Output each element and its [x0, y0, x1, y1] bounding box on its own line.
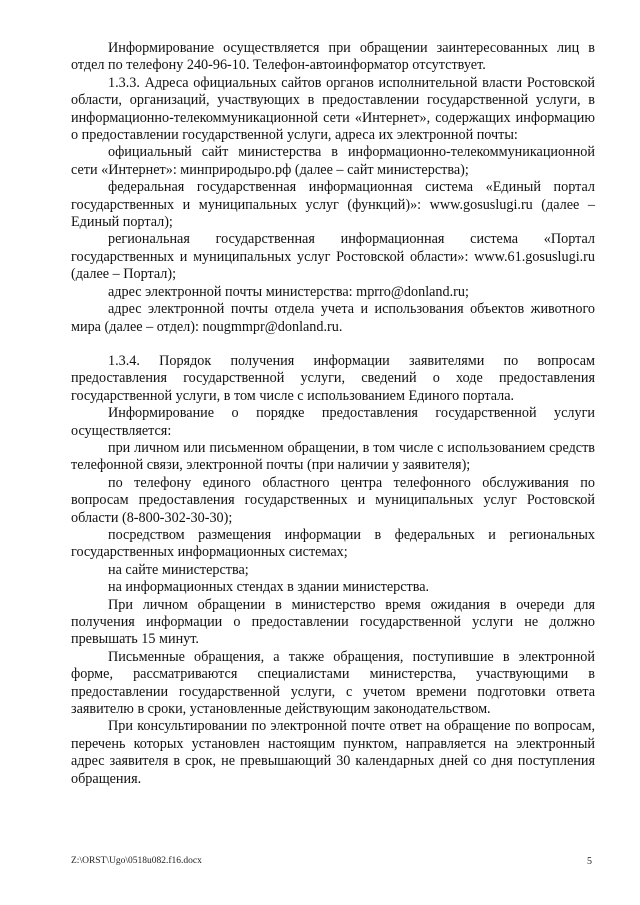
footer-page-number: 5 — [587, 856, 592, 867]
paragraph-ministry-site: официальный сайт министерства в информационно-телекоммуникационной сети «Интернет»: минприродыро.рф (далее – сайт министерства); — [71, 144, 595, 178]
paragraph-on-site: на сайте министерства; — [108, 561, 249, 578]
paragraph-call-center: по телефону единого областного центра телефонного обслуживания по вопросам предоставления государственных и муниципальных услуг Ростовской области (8-800-302-30-30); — [71, 474, 595, 526]
paragraph-department-email: адрес электронной почты отдела учета и использования объектов животного мира (далее – отдел): nougmmpr@donland.ru. — [71, 301, 595, 335]
document-body — [71, 40, 595, 788]
paragraph-written-requests: Письменные обращения, а также обращения, поступившие в электронной форме, рассматриваются специалистами министерства, участвующими в предоставлении государственной услуги, с учетом времени подготовки ответа заявителю в сроки, установленные действующим законодательством. — [71, 648, 595, 718]
paragraph-email-consulting: При консультировании по электронной почте ответ на обращение по вопросам, перечень которых установлен настоящим пунктом, направляется на электронный адрес заявителя в срок, не превышающий 30 календарных дней со дня поступления обращения. — [71, 718, 595, 787]
paragraph-informing-phone: Информирование осуществляется при обращении заинтересованных лиц в отдел по телефону 240-96-10. Телефон-автоинформатор отсутствует. — [71, 40, 595, 74]
paragraph-personal-request: при личном или письменном обращении, в том числе с использованием средств телефонной связи, электронной почты (при наличии у заявителя); — [71, 439, 595, 474]
paragraph-info-systems: посредством размещения информации в федеральных и региональных государственных информационных системах; — [71, 526, 595, 561]
paragraph-1-3-4-heading: 1.3.4. Порядок получения информации заявителями по вопросам предоставления государственной услуги, сведений о ходе предоставления государственной услуги, в том числе с использованием Единого портала. — [71, 352, 595, 404]
footer-file-path: Z:\ORST\Ugo\0518u082.f16.docx — [71, 856, 202, 866]
paragraph-regional-portal: региональная государственная информационная система «Портал государственных и муниципальных услуг Ростовской области»: www.61.gosuslugi.ru (далее – Портал); — [71, 231, 595, 283]
paragraph-ministry-email: адрес электронной почты министерства: mprro@donland.ru; — [108, 283, 469, 300]
paragraph-waiting-time: При личном обращении в министерство время ожидания в очереди для получения информации о предоставлении государственной услуги не должно превышать 15 минут. — [71, 596, 595, 648]
paragraph-informing-order: Информирование о порядке предоставления государственной услуги осуществляется: — [71, 405, 595, 439]
paragraph-1-3-3-heading: 1.3.3. Адреса официальных сайтов органов исполнительной власти Ростовской области, организаций, участвующих в предоставлении государственной услуги, в информационно-телекоммуникационной сети «Интернет», содержащих информацию о предоставлении государственной услуги, адреса их электронной почты: — [71, 74, 595, 144]
paragraph-info-stands: на информационных стендах в здании министерства. — [108, 579, 430, 596]
paragraph-unified-portal: федеральная государственная информационная система «Единый портал государственных и муниципальных услуг (функций)»: www.gosuslugi.ru (далее – Единый портал); — [71, 179, 595, 231]
paragraph-spacer — [71, 336, 595, 353]
